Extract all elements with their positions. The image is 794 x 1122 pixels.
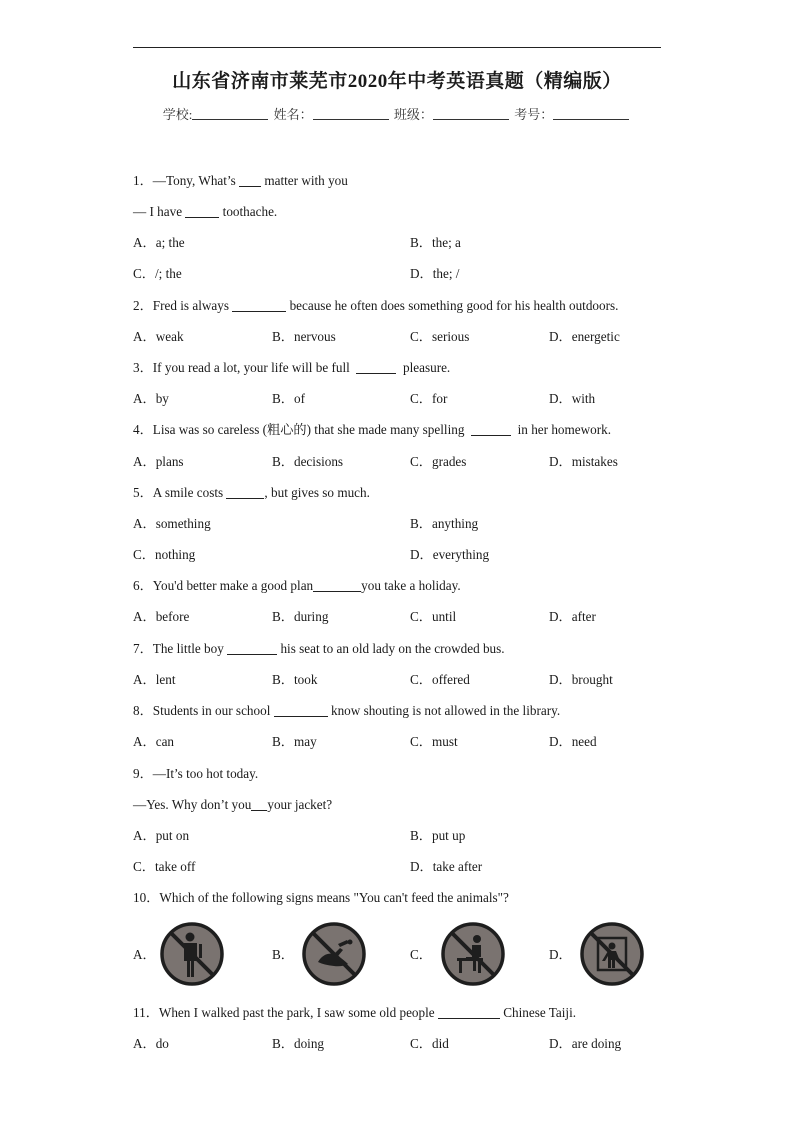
q2-option-d[interactable]: D．energetic xyxy=(549,329,620,344)
q1-stem: 1．—Tony, What’s matter with you xyxy=(133,173,348,188)
q4-option-b[interactable]: B．decisions xyxy=(272,454,344,469)
q5-option-b[interactable]: B．anything xyxy=(410,516,479,531)
q9-option-d[interactable]: D．take after xyxy=(410,859,483,874)
answer-blank xyxy=(185,205,219,218)
q6-option-d[interactable]: D．after xyxy=(549,609,596,624)
name-label: 姓名： xyxy=(273,107,313,122)
q6-stem: 6．You'd better make a good plan you take a holiday. xyxy=(133,578,461,593)
number-blank[interactable] xyxy=(553,107,629,120)
q3-option-c[interactable]: C．for xyxy=(410,391,448,406)
q8-option-b[interactable]: B．may xyxy=(272,734,317,749)
q4-option-c[interactable]: C．grades xyxy=(410,454,467,469)
q8-option-d[interactable]: D．need xyxy=(549,734,597,749)
q5-option-c[interactable]: C．nothing xyxy=(133,547,196,562)
q4-option-d[interactable]: D．mistakes xyxy=(549,454,618,469)
answer-blank xyxy=(274,704,328,717)
q5-option-d[interactable]: D．everything xyxy=(410,547,490,562)
q8-option-a[interactable]: A．can xyxy=(133,734,175,749)
school-blank[interactable] xyxy=(192,107,268,120)
q11-option-d[interactable]: D．are doing xyxy=(549,1036,622,1051)
q3-option-d[interactable]: D．with xyxy=(549,391,596,406)
q4-stem: 4．Lisa was so careless (粗心的) that she made many spelling in her homework. xyxy=(133,422,612,437)
answer-blank xyxy=(232,299,286,312)
number-label: 考号： xyxy=(514,107,554,122)
top-rule xyxy=(133,47,661,48)
class-label: 班级： xyxy=(393,107,433,122)
q2-option-b[interactable]: B．nervous xyxy=(272,329,336,344)
q5-stem: 5．A smile costs , but gives so much. xyxy=(133,485,370,500)
class-blank[interactable] xyxy=(433,107,509,120)
q7-stem: 7．The little boy his seat to an old lady on the crowded bus. xyxy=(133,641,505,656)
no-sitting-sign-icon[interactable] xyxy=(441,922,505,986)
q7-option-b[interactable]: B．took xyxy=(272,672,318,687)
answer-blank xyxy=(313,579,361,592)
page-title: 山东省济南市莱芜市2020年中考英语真题（精编版） xyxy=(172,71,622,92)
q11-stem: 11．When I walked past the park, I saw some old people Chinese Taiji. xyxy=(133,1005,577,1020)
q10-option-c[interactable]: C． xyxy=(410,947,432,962)
q3-option-a[interactable]: A．by xyxy=(133,391,169,406)
q2-option-a[interactable]: A．weak xyxy=(133,329,184,344)
answer-blank xyxy=(227,642,277,655)
answer-blank xyxy=(438,1006,500,1019)
answer-blank xyxy=(239,174,261,187)
name-blank[interactable] xyxy=(313,107,389,120)
answer-blank xyxy=(226,486,264,499)
q8-option-c[interactable]: C．must xyxy=(410,734,458,749)
answer-blank xyxy=(471,423,511,436)
student-info xyxy=(0,104,794,123)
q6-option-c[interactable]: C．until xyxy=(410,609,457,624)
school-label: 学校: xyxy=(162,107,193,122)
q1-line2: — I have toothache. xyxy=(133,204,278,219)
q6-option-a[interactable]: A．before xyxy=(133,609,190,624)
q1-option-b[interactable]: B．the; a xyxy=(410,235,461,250)
no-standing-sign-icon[interactable] xyxy=(160,922,224,986)
q2-stem: 2．Fred is always because he often does something good for his health outdoors. xyxy=(133,298,619,313)
q9-option-b[interactable]: B．put up xyxy=(410,828,466,843)
no-feeding-sign-icon[interactable] xyxy=(302,922,366,986)
answer-blank xyxy=(356,361,396,374)
q11-option-c[interactable]: C．did xyxy=(410,1036,449,1051)
q10-stem: 10．Which of the following signs means "You can't feed the animals"? xyxy=(133,890,509,905)
q4-option-a[interactable]: A．plans xyxy=(133,454,184,469)
q3-option-b[interactable]: B．of xyxy=(272,391,305,406)
q9-option-c[interactable]: C．take off xyxy=(133,859,196,874)
q1-option-a[interactable]: A．a; the xyxy=(133,235,185,250)
q10-option-d[interactable]: D． xyxy=(549,947,572,962)
q10-option-b[interactable]: B． xyxy=(272,947,294,962)
q9-stem: 9．—It’s too hot today. xyxy=(133,766,259,781)
q9-line2: —Yes. Why don’t you your jacket? xyxy=(133,797,333,812)
q5-option-a[interactable]: A．something xyxy=(133,516,211,531)
q2-option-c[interactable]: C．serious xyxy=(410,329,470,344)
q1-option-d[interactable]: D．the; / xyxy=(410,266,460,281)
q8-stem: 8．Students in our school know shouting is not allowed in the library. xyxy=(133,703,561,718)
q7-option-c[interactable]: C．offered xyxy=(410,672,470,687)
q3-stem: 3．If you read a lot, your life will be full pleasure. xyxy=(133,360,451,375)
q10-option-a[interactable]: A． xyxy=(133,947,156,962)
q11-option-a[interactable]: A．do xyxy=(133,1036,169,1051)
no-entry-sign-icon[interactable] xyxy=(580,922,644,986)
q6-option-b[interactable]: B．during xyxy=(272,609,329,624)
answer-blank xyxy=(251,798,267,811)
q1-option-c[interactable]: C．/; the xyxy=(133,266,182,281)
q7-option-d[interactable]: D．brought xyxy=(549,672,613,687)
q7-option-a[interactable]: A．lent xyxy=(133,672,176,687)
q9-option-a[interactable]: A．put on xyxy=(133,828,190,843)
q11-option-b[interactable]: B．doing xyxy=(272,1036,325,1051)
